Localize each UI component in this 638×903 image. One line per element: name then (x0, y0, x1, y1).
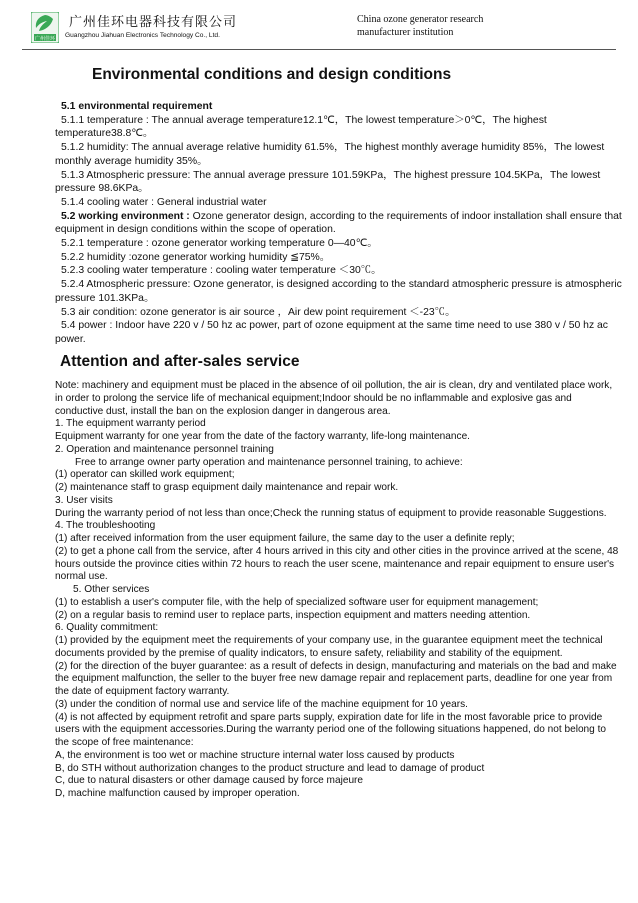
paragraph (55, 237, 622, 251)
section-title-service: Attention and after-sales service (60, 353, 300, 370)
paragraph: 5. Other services (73, 584, 150, 595)
paragraph: (1) after received information from the user equipment failure, the same day to the user a definite reply; (55, 533, 515, 544)
paragraph: (1) provided by the equipment meet the requirements of your company use, in the guarantee equipment meet the technical documents provided by the premise of quality indicators, to ensure safety, reliability and stability of the equipment. (55, 635, 603, 659)
logo-lettering: 广州佳环 (34, 36, 56, 42)
paragraph (55, 306, 622, 320)
paragraph: (3) under the condition of normal use and service life of the machine equipment for 10 years. (55, 698, 468, 710)
paragraph: 2. Operation and maintenance personnel training (55, 443, 274, 455)
header-caption (357, 13, 537, 39)
paragraph (55, 114, 622, 141)
paragraph-text: 5.1.3 Atmospheric pressure: The annual average pressure 101.59KPa，The highest pressure 104.5KPa，The lowest pressure 98.6KPa。 (55, 169, 601, 195)
paragraph (55, 100, 622, 114)
paragraph: (2) on a regular basis to remind user to replace parts, inspection equipment and matters needing attention. (55, 609, 531, 621)
header-divider (22, 49, 616, 50)
paragraph-text: 5.2.4 Atmospheric pressure: Ozone generator, is designed according to the standard atmospheric pressure is atmospheric pressure 101.3KPa。 (55, 279, 622, 304)
paragraph-text: 5.2.2 humidity :ozone generator working humidity ≦75%。 (61, 251, 331, 263)
paragraph: 3. User visits (55, 494, 113, 506)
company-logo (31, 12, 59, 43)
paragraph-text: 5.4 power : Indoor have 220 v / 50 hz ac power, part of ozone equipment at the same time need to use 380 v / 50 hz ac power. (55, 320, 609, 345)
paragraph (55, 169, 622, 196)
company-name-en: Guangzhou Jiahuan Electronics Technology Co., Ltd. (65, 32, 220, 39)
paragraph: Free to arrange owner party operation and maintenance personnel training, to achieve: (75, 456, 463, 468)
paragraph: A, the environment is too wet or machine structure internal water loss caused by products (55, 749, 455, 761)
paragraph (55, 251, 622, 265)
paragraph: D, machine malfunction caused by improper operation. (55, 788, 300, 799)
paragraph-lead: 5.1 environmental requirement (61, 101, 213, 112)
paragraph (55, 210, 622, 237)
paragraph-text: 5.2.3 cooling water temperature : cooling water temperature ＜30℃。 (61, 265, 382, 277)
paragraph: (2) maintenance staff to grasp equipment daily maintenance and repair work. (55, 482, 399, 493)
paragraph-text: 5.2.1 temperature : ozone generator working temperature 0—40℃。 (61, 238, 378, 250)
paragraph: (4) is not affected by equipment retrofit and spare parts supply, expiration date for life in the most favorable price to provide users with the equipment accessories.During the warranty period one of the following situations happened, do not belong to the scope of free maintenance: (55, 711, 607, 748)
paragraph: (1) operator can skilled work equipment; (55, 469, 235, 481)
paragraph (55, 264, 622, 278)
paragraph: 1. The equipment warranty period (55, 418, 206, 430)
paragraph: (2) to get a phone call from the service, after 4 hours arrived in this city and other cities in the province arrived at the scene, 48 hours outside the province cities within 72 hours to reach the user scene, maintenance and repair equipment to ensure user's normal use. (55, 545, 619, 583)
paragraph-text: 5.1.2 humidity: The annual average relative humidity 61.5%，The highest monthly average humidity 85%，The lowest monthly average humidity 35%。 (55, 142, 605, 167)
section-title-environment: Environmental conditions and design conditions (92, 66, 452, 83)
paragraph: C, due to natural disasters or other damage caused by force majeure (55, 775, 364, 787)
company-name-cn: 广州佳环电器科技有限公司 (69, 15, 238, 30)
paragraph (55, 141, 622, 168)
paragraph: Equipment warranty for one year from the date of the factory warranty, life-long maintenance. (55, 431, 470, 442)
header-caption-line1: China ozone generator research (357, 14, 484, 25)
paragraph: During the warranty period of not less than once;Check the running status of equipment to provide reasonable Suggestions. (55, 507, 607, 519)
paragraph: Note: machinery and equipment must be placed in the absence of oil pollution, the air is clean, dry and ventilated place work, in order to prolong the service life of mechanical equipment;Indoor should be no inflammable and explosive gas and conductive dust, install the ban on the explosion danger in dangerous area. (55, 380, 613, 417)
paragraph-lead: 5.2 working environment : (61, 210, 190, 222)
paragraph (55, 278, 622, 305)
page-header (0, 0, 638, 52)
paragraph: B, do STH without authorization changes to the product structure and lead to damage of product (55, 762, 485, 774)
paragraph-text: 5.1.4 cooling water : General industrial water (61, 196, 267, 208)
paragraph (55, 196, 622, 210)
environment-section (55, 100, 622, 347)
header-caption-line2: manufacturer institution (357, 27, 454, 38)
paragraph: 4. The troubleshooting (55, 520, 156, 532)
service-section (55, 380, 622, 801)
paragraph-text: Ozone generator design, according to the requirements of indoor installation shall ensure that equipment in design conditions within the scope of operation. (55, 210, 622, 236)
paragraph: (1) to establish a user's computer file, with the help of specialized software user for equipment management; (55, 596, 539, 608)
paragraph-text: 5.1.1 temperature : The annual average temperature12.1℃，The lowest temperature＞0℃，The highest temperature38.8℃。 (55, 114, 547, 140)
paragraph-text: 5.3 air condition: ozone generator is air source ，Air dew point requirement ＜-23℃。 (61, 306, 456, 318)
paragraph: (2) for the direction of the buyer guarantee: as a result of defects in design, manufacturing and materials on the bad and make the equipment malfunction, the seller to the buyer free new damage repair and replacement parts, deadline for one year from the date of equipment factory warranty. (55, 660, 617, 697)
paragraph: 6. Quality commitment: (55, 622, 159, 634)
logo-icon (31, 12, 59, 43)
paragraph (55, 319, 622, 346)
